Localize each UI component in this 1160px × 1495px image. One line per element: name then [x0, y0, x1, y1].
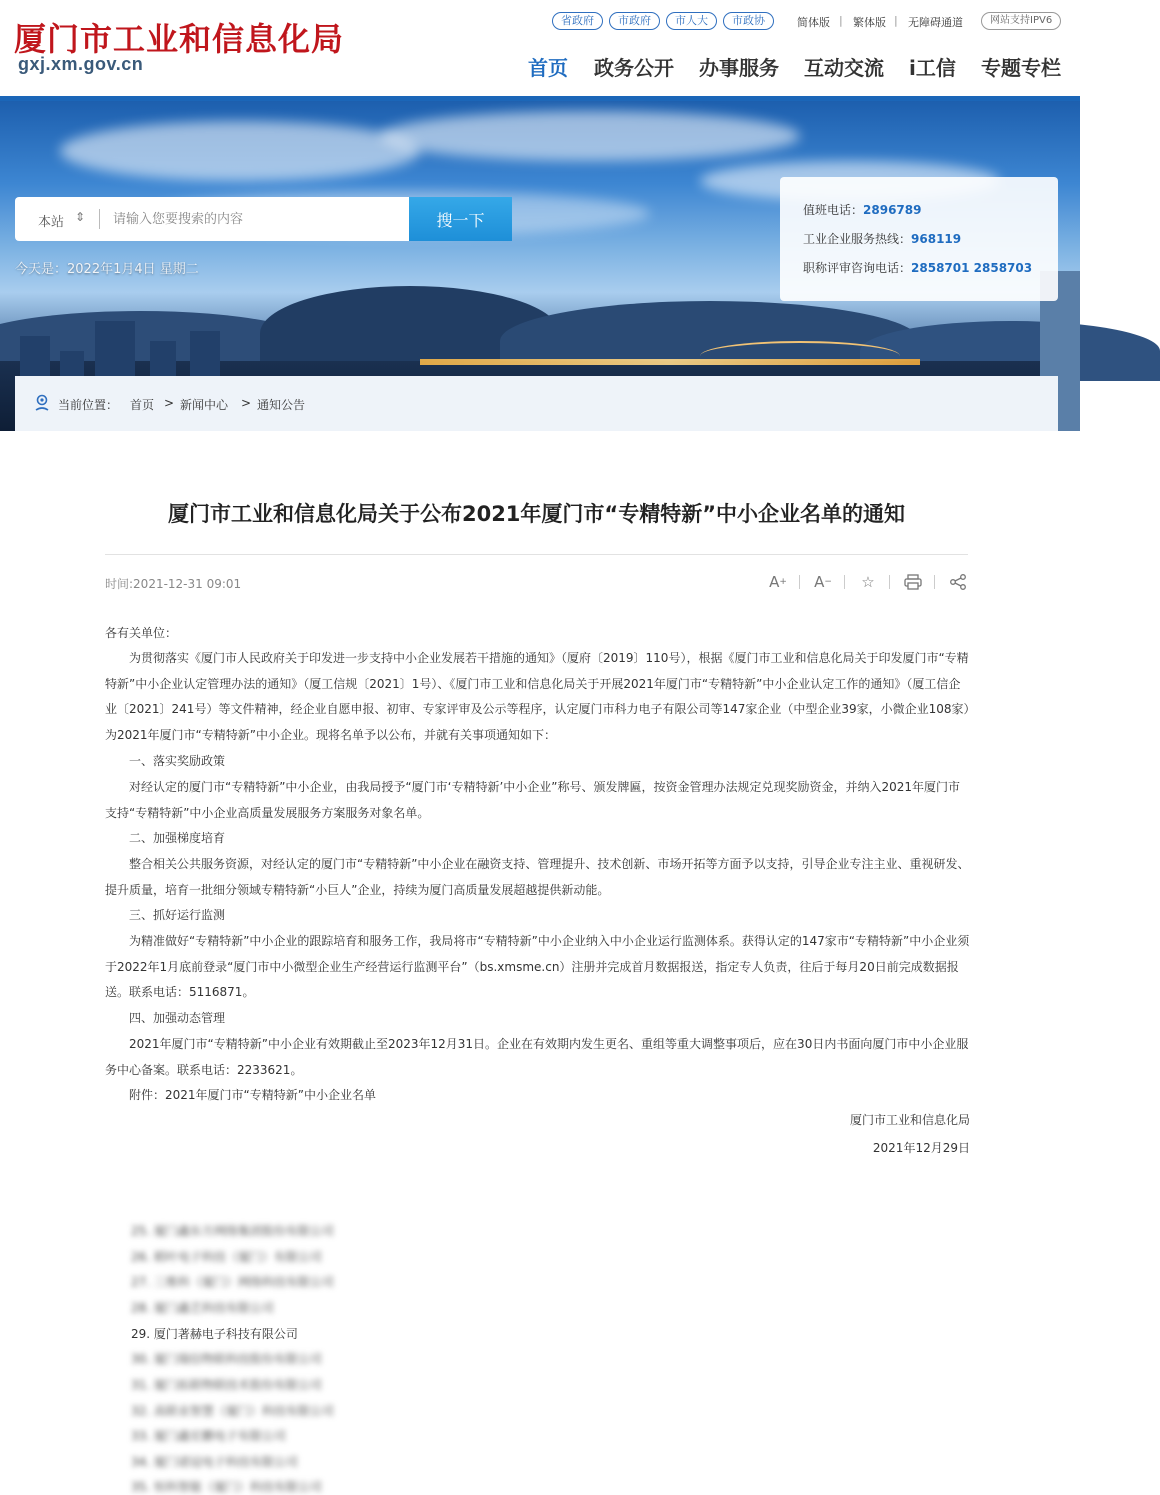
print-icon[interactable]: [901, 571, 925, 593]
list-item: 30. 厦门瑞信物联科技股份有限公司: [131, 1352, 322, 1366]
traditional-link[interactable]: 繁体版: [853, 16, 886, 29]
signature: 厦门市工业和信息化局: [849, 1113, 970, 1127]
list-item: 28. 厦门鑫艺科技有限公司: [131, 1301, 274, 1315]
list-item: 31. 厦门拓联物联技术股份有限公司: [131, 1378, 322, 1392]
accessibility-link[interactable]: 无障碍通道: [908, 16, 963, 29]
divider: [99, 209, 100, 229]
breadcrumb-prefix: 当前位置：: [58, 398, 119, 412]
location-icon: [35, 394, 49, 412]
share-icon[interactable]: [946, 571, 970, 593]
site-header: [0, 0, 1080, 96]
breadcrumb: [15, 376, 1058, 431]
list-item: 33. 厦门鑫宏鹏电子有限公司: [131, 1429, 286, 1443]
font-decrease-icon[interactable]: A −: [814, 573, 832, 591]
nav-gov-affairs[interactable]: 政务公开: [594, 56, 674, 80]
list-item: 29. 厦门著赫电子科技有限公司: [131, 1327, 298, 1341]
hotline-number: 968119: [911, 232, 962, 246]
list-item: 35. 恒科智能（厦门）科技有限公司: [131, 1480, 322, 1494]
nav-services[interactable]: 办事服务: [699, 56, 779, 80]
link-city-gov[interactable]: 市政府: [609, 12, 660, 30]
hotline-duty: 值班电话：2896789: [803, 203, 922, 217]
section-heading: 一、落实奖励政策: [129, 754, 226, 768]
list-item: 34. 厦门诺冠电子科技有限公司: [131, 1455, 298, 1469]
hotline-number: 2858701 2858703: [911, 261, 1033, 275]
search-scope-select[interactable]: 本站: [38, 215, 65, 230]
divider: [799, 575, 800, 589]
section-heading: 四、加强动态管理: [129, 1011, 226, 1025]
breadcrumb-separator: >: [164, 396, 175, 410]
paragraph: 2021年厦门市“专精特新”中小企业有效期截止至2023年12月31日。企业在有效期内发生更名、重组等重大调整事项后，应在30日内书面向厦门市中小企业服务中心备案。联系电话：2233621。: [105, 1037, 969, 1077]
breadcrumb-notices[interactable]: 通知公告: [257, 398, 306, 412]
attachment-link[interactable]: 附件：2021年厦门市“专精特新”中小企业名单: [129, 1088, 376, 1102]
hotline-enterprise: 工业企业服务热线：968119: [803, 232, 962, 246]
search-input[interactable]: [113, 197, 409, 241]
nav-i-industry[interactable]: i工信: [909, 56, 956, 80]
divider: [889, 575, 890, 589]
article-card: [15, 376, 1058, 1494]
paragraph: 为精准做好“专精特新”中小企业的跟踪培育和服务工作，我局将市“专精特新”中小企业纳入中小企业运行监测体系。获得认定的147家市“专精特新”中小企业须于2022年1月底前登录“厦门市中小微型企业生产经营运行监测平台”（bs.xmsme.cn）注册并完成首月数据报送，指定专人负责，往后于每月20日前完成数据报送。联系电话：5116871。: [105, 934, 970, 1000]
nav-special-topics[interactable]: 专题专栏: [981, 56, 1061, 80]
search-bar: [15, 197, 512, 241]
paragraph-intro: 为贯彻落实《厦门市人民政府关于印发进一步支持中小企业发展若干措施的通知》（厦府〔2019〕110号），根据《厦门市工业和信息化局关于印发厦门市“专精特新”中小企业认定管理办法的通知》（厦工信规〔2021〕1号）、《厦门市工业和信息化局关于开展2021年厦门市“专精特新”中小企业认定工作的通知》（厦工信企业〔2021〕241号）等文件精神，经企业自愿申报、初审、专家评审及公示等程序，认定厦门市科力电子有限公司等147家企业（中型企业39家，小微企业108家）为2021年厦门市“专精特新”中小企业。现将名单予以公布，并就有关事项通知如下：: [105, 651, 970, 743]
list-item: 25. 厦门鑫东方网络集团股份有限公司: [131, 1224, 334, 1238]
divider: [105, 554, 968, 555]
ipv6-badge: 网站支持IPV6: [981, 12, 1061, 30]
nav-home[interactable]: 首页: [528, 56, 568, 80]
site-logo[interactable]: 厦门市工业和信息化局: [14, 20, 345, 58]
divider: [934, 575, 935, 589]
star-icon[interactable]: ☆: [861, 573, 875, 591]
list-item: 26. 稻叶电子科技（厦门）有限公司: [131, 1250, 322, 1264]
article-title: 厦门市工业和信息化局关于公布2021年厦门市“专精特新”中小企业名单的通知: [167, 502, 906, 526]
hotline-panel: [780, 177, 1058, 301]
publish-time: 时间:2021-12-31 09:01: [105, 577, 242, 591]
breadcrumb-separator: >: [241, 396, 252, 410]
site-url: gxj.xm.gov.cn: [18, 54, 144, 74]
divider: |: [894, 14, 898, 27]
breadcrumb-home[interactable]: 首页: [130, 398, 155, 412]
section-heading: 三、抓好运行监测: [129, 908, 226, 922]
divider: |: [839, 14, 843, 27]
paragraph: 整合相关公共服务资源，对经认定的厦门市“专精特新”中小企业在融资支持、管理提升、技术创新、市场开拓等方面予以支持，引导企业专注主业、重视研发、提升质量，培育一批细分领域专精特新“小巨人”企业，持续为厦门高质量发展超越提供新动能。: [105, 857, 970, 897]
list-item: 27. 三维科（厦门）网络科技有限公司: [131, 1275, 334, 1289]
list-item: 32. 高联业智慧（厦门）科技有限公司: [131, 1404, 334, 1418]
search-button[interactable]: 搜一下: [409, 197, 512, 241]
simplified-link[interactable]: 简体版: [797, 16, 830, 29]
breadcrumb-news-center[interactable]: 新闻中心: [180, 398, 229, 412]
salutation: 各有关单位：: [105, 626, 178, 640]
current-date: 今天是：2022年1月4日 星期二: [15, 262, 199, 277]
font-increase-icon[interactable]: A +: [769, 573, 787, 591]
section-heading: 二、加强梯度培育: [129, 831, 226, 845]
link-city-cppcc[interactable]: 市政协: [723, 12, 774, 30]
top-links: [552, 12, 774, 30]
link-city-npc[interactable]: 市人大: [666, 12, 717, 30]
sign-date: 2021年12月29日: [872, 1141, 970, 1155]
hotline-number: 2896789: [863, 203, 922, 217]
link-province-gov[interactable]: 省政府: [552, 12, 603, 30]
nav-interaction[interactable]: 互动交流: [804, 56, 884, 80]
chevron-updown-icon[interactable]: ⇕: [75, 210, 86, 224]
hotline-title-review: 职称评审咨询电话：2858701 2858703: [803, 261, 1033, 275]
divider: [844, 575, 845, 589]
paragraph: 对经认定的厦门市“专精特新”中小企业，由我局授予“厦门市‘专精特新’中小企业”称号、颁发牌匾，按资金管理办法规定兑现奖励资金，并纳入2021年厦门市支持“专精特新”中小企业高质量发展服务方案服务对象名单。: [105, 780, 961, 820]
